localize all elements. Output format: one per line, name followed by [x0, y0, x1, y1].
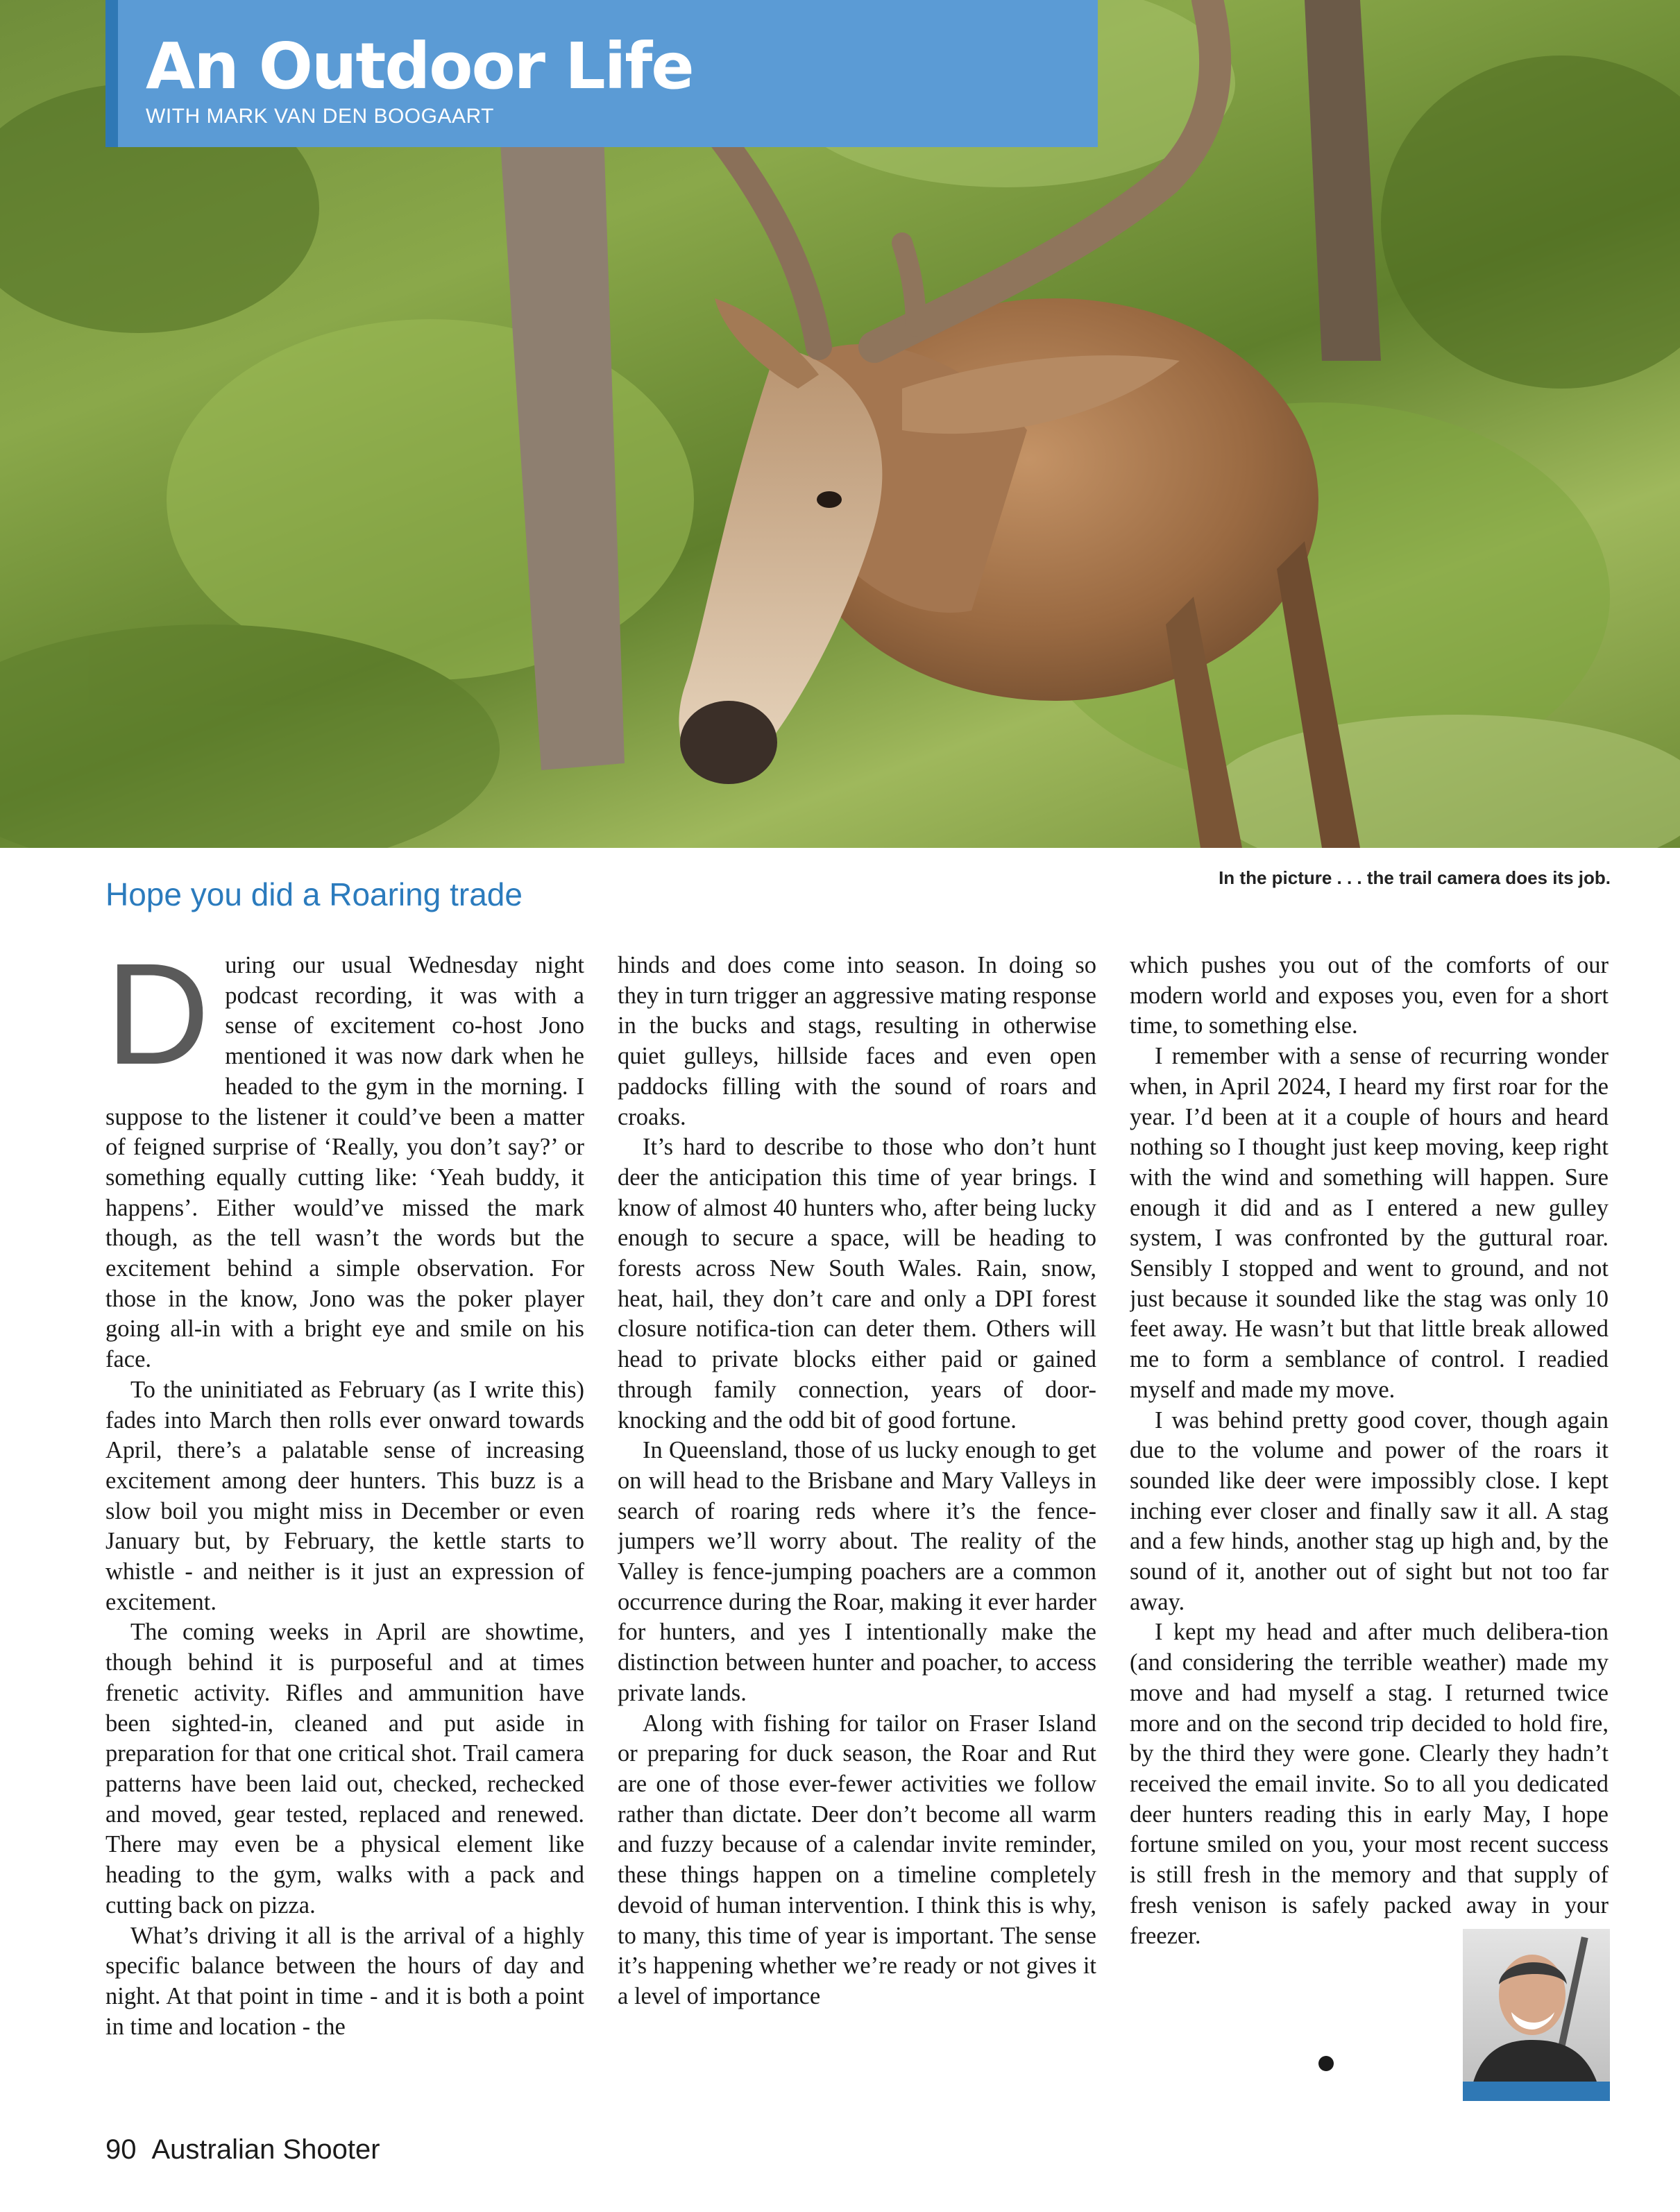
paragraph: To the uninitiated as February (as I write this) fades into March then rolls ever onward towards April, there’s a palatable sense of increasing excitement among deer hunters. This buzz is a slow boil you might miss in December or even January but, by February, the kettle starts to whistle - and neither is it just an expression of excitement. — [105, 1376, 584, 1615]
page-number: 90 — [105, 2134, 137, 2165]
page-footer — [105, 2134, 380, 2166]
drop-cap: D — [105, 951, 210, 1095]
deer-nose — [680, 701, 777, 784]
author-silhouette — [1463, 1929, 1610, 2098]
end-of-article-mark — [1318, 2056, 1334, 2071]
article-headline: Hope you did a Roaring trade — [105, 876, 523, 912]
paragraph: What’s driving it all is the arrival of a highly specific balance between the hours of day and night. At that point in time - and it is both a point in time and location - the — [105, 1922, 584, 2040]
photo-caption: In the picture . . . the trail camera does its job. — [1219, 867, 1611, 888]
paragraph: In Queensland, those of us lucky enough to get on will head to the Brisbane and Mary Valleys in search of roaring reds where it’s the fence-jumpers we’ll worry about. The reality of the Valley is fence-jumping poachers are a common occurrence during the Roar, making it ever harder for hunters, and yes I intentionally make the distinction between hunter and poacher, to access private lands. — [618, 1437, 1096, 1706]
paragraph: During our usual Wednesday night podcast recording, it was with a sense of excitement co-host Jono mentioned it was now dark when he headed to the gym in the morning. I suppose to the listener it could’ve been a matter of feigned surprise of ‘Really, you don’t say?’ or something equally cutting like: ‘Yeah buddy, it happens’. Either would’ve missed the mark though, as the tell wasn’t the words but the excitement behind a simple observation. For those in the know, Jono was the poker player going all-in with a bright eye and smile on his face. — [105, 951, 584, 1373]
tree-trunk-right — [1305, 0, 1381, 361]
paragraph: I remember with a sense of recurring wonder when, in April 2024, I heard my first roar for the year. I’d been at it a couple of hours and heard nothing so I thought just keep moving, keep right with the wind and something will happen. Sure enough it did and as I entered a new gulley system, I was confronted by the guttural roar. Sensibly I stopped and went to ground, and not just because it sounded like the stag was only 10 feet away. He wasn’t but that little break allowed me to form a semblance of control. I readied myself and made my move. — [1130, 1043, 1609, 1403]
header-stripe — [105, 0, 118, 147]
column-byline: WITH MARK VAN DEN BOOGAART — [146, 105, 494, 128]
paragraph: I kept my head and after much delibera-tion (and considering the terrible weather) made my move and had myself a stag. I returned twice more and on the second trip decided to hold fire, by the third they were gone. Clearly they hadn’t received the email invite. So to all you dedicated deer hunters reading this in early May, I hope fortune smiled on you, your most recent success is still fresh in the memory and that supply of fresh venison is safely packed away in your freezer. — [1130, 1619, 1609, 1949]
paragraph: which pushes you out of the comforts of our modern world and exposes you, even for a short time, to something else. — [1130, 952, 1609, 1039]
paragraph: Along with fishing for tailor on Fraser Island or preparing for duck season, the Roar and Rut are one of those ever-fewer activities we follow rather than dictate. Deer don’t become all warm and fuzzy because of a calendar invite reminder, these things happen on a timeline completely devoid of human intervention. I think this is why, to many, this time of year is important. The sense it’s happening whether we’re ready or not gives it a level of importance — [618, 1710, 1096, 2009]
article-column-1 — [105, 951, 584, 2116]
paragraph: It’s hard to describe to those who don’t hunt deer the anticipation this time of year brings. I know of almost 40 hunters who, after being lucky enough to secure a space, will be heading to forests across New South Wales. Rain, snow, heat, hail, they don’t care and only a DPI forest closure notifica-tion can deter them. Others will head to private blocks either paid or gained through family connection, years of door-knocking and the odd bit of good fortune. — [618, 1134, 1096, 1433]
paragraph: The coming weeks in April are showtime, though behind it is purposeful and at times frenetic activity. Rifles and ammunition have been sighted-in, cleaned and put aside in preparation for that one critical shot. Trail camera patterns have been laid out, checked, rechecked and moved, gear tested, replaced and renewed. There may even be a physical element like heading to the gym, walks with a pack and cutting back on pizza. — [105, 1619, 584, 1919]
publication-name: Australian Shooter — [151, 2134, 380, 2165]
paragraph: hinds and does come into season. In doing so they in turn trigger an aggressive mating response in the bucks and stags, resulting in otherwise quiet gulleys, hillside faces and even open paddocks filling with the sound of roars and croaks. — [618, 952, 1096, 1130]
column-title: An Outdoor Life — [146, 29, 693, 103]
deer-eye — [817, 491, 842, 508]
column-header — [105, 0, 1098, 147]
author-photo — [1463, 1929, 1610, 2098]
article-column-2 — [618, 951, 1096, 2116]
paragraph: I was behind pretty good cover, though again due to the volume and power of the roars it sounded like deer were impossibly close. I kept inching ever closer and finally saw it all. A stag and a few hinds, another stag up high and, by the sound of it, another out of sight but not too far away. — [1130, 1406, 1609, 1615]
author-photo-bar — [1463, 2082, 1610, 2101]
